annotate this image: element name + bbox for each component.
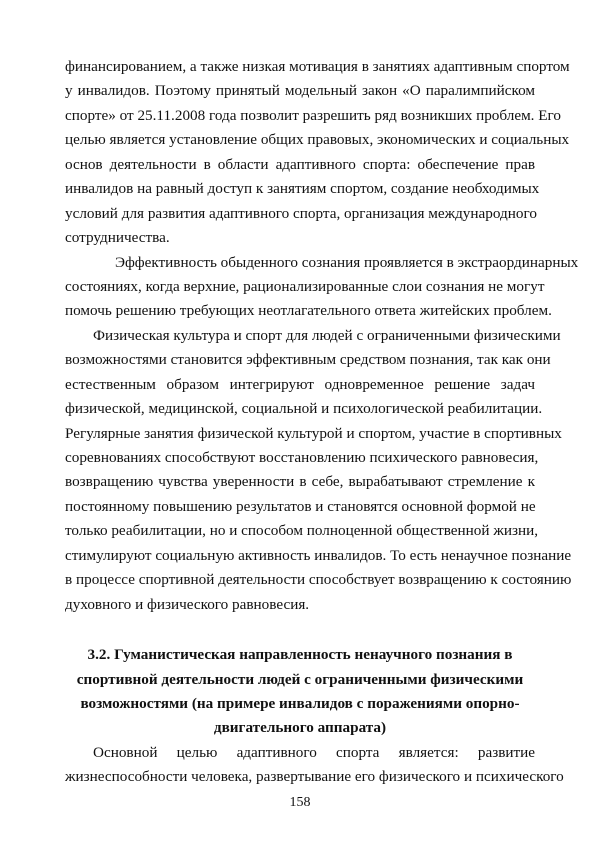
text-line: Регулярные занятия физической культурой и спортом, участие в спортивных (65, 424, 562, 442)
text-line: финансированием, а также низкая мотивация в занятиях адаптивным спортом (65, 58, 570, 75)
text-line: только реабилитации, но и способом полноценной общественной жизни, (65, 522, 538, 540)
paragraph-law (65, 55, 570, 251)
text-line: стимулируют социальную активность инвалидов. То есть ненаучное познание (65, 546, 572, 564)
text-line: основ деятельности в области адаптивного спорта: обеспечение прав (65, 155, 535, 173)
text-line: естественным образом интегрируют одновременное решение задач (65, 375, 535, 393)
paragraph-efficiency (65, 251, 579, 324)
text-line: помочь решению требующих неотлагательного ответа житейских проблем. (65, 302, 552, 320)
heading-line: двигательного аппарата) (213, 719, 387, 737)
text-line: целью является установление общих правовых, экономических и социальных (65, 131, 570, 149)
text-line: Основной целью адаптивного спорта является: развитие (93, 743, 535, 761)
text-line: условий для развития адаптивного спорта, организация международного (65, 204, 537, 222)
text-line: постоянному повышению результатов и становятся основной формой не (65, 497, 536, 515)
paragraph-main-goal (65, 741, 564, 790)
text-line: возвращению чувства уверенности в себе, вырабатывают стремление к (65, 473, 535, 491)
page-number: 158 (289, 795, 311, 810)
heading-line: возможностями (на примере инвалидов с поражениями опорно- (80, 694, 520, 712)
document-page (65, 55, 579, 790)
text-line: Физическая культура и спорт для людей с ограниченными физическими (93, 326, 561, 344)
text-line: жизнеспособности человека, развертывание его физического и психического (65, 768, 564, 786)
text-line: сотрудничества. (65, 229, 170, 247)
text-line: инвалидов на равный доступ к занятиям спортом, создание необходимых (65, 180, 540, 198)
text-line: в процессе спортивной деятельности способствует возвращению к состоянию (65, 571, 572, 589)
text-line: Эффективность обыденного сознания проявляется в экстраординарных (115, 253, 579, 271)
text-line: духовного и физического равновесия. (65, 595, 310, 613)
text-line: у инвалидов. Поэтому принятый модельный закон «О паралимпийском (65, 82, 535, 100)
text-line: спорте» от 25.11.2008 года позволит разрешить ряд возникших проблем. Его (65, 106, 561, 124)
text-line: соревнованиях способствуют восстановлению психического равновесия, (65, 449, 539, 466)
paragraph-physical-culture (65, 324, 572, 617)
section-heading (65, 643, 535, 741)
text-line: состояниях, когда верхние, рационализированные слои сознания не могут (65, 277, 545, 295)
text-line: возможностями становится эффективным средством познания, так как они (65, 351, 551, 369)
text-line: физической, медицинской, социальной и психологической реабилитации. (65, 400, 543, 418)
spacer (65, 617, 535, 643)
heading-line: спортивной деятельности людей с ограниченными физическими (76, 670, 524, 688)
heading-line: 3.2. Гуманистическая направленность ненаучного познания в (87, 646, 513, 664)
